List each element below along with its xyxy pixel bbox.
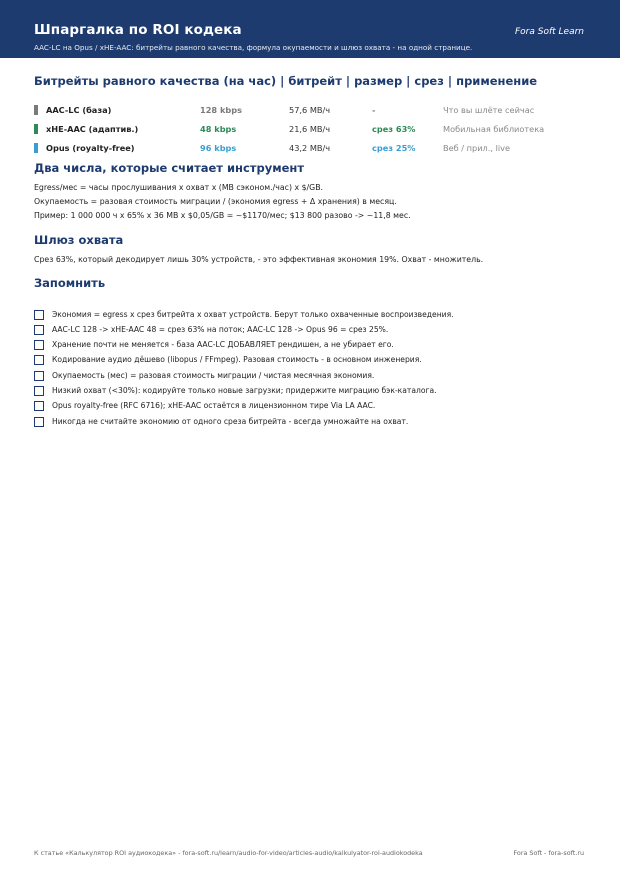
codec-usage: Мобильная библиотека [443,124,545,134]
checkbox[interactable] [34,340,44,350]
checkbox[interactable] [34,371,44,381]
gateway-text: Срез 63%, который декодирует лишь 30% устройств, - это эффективная экономия 19%. Охват - множитель. [34,255,484,264]
checklist-item[interactable] [34,355,594,367]
codec-name: AAC-LC (база) [46,105,112,115]
checklist-text: Opus royalty-free (RFC 6716); xHE-AAC остаётся в лицензионном тире Via LA AAC. [52,401,376,410]
codec-usage: Что вы шлёте сейчас [443,105,535,115]
checklist-item[interactable] [34,401,594,413]
codec-cut: - [372,105,376,115]
checklist-item[interactable] [34,340,594,352]
checklist-text: Хранение почти не меняется - база AAC-LC ДОБАВЛЯЕТ рендишен, а не убирает его. [52,340,394,349]
codec-name: xHE-AAC (адаптив.) [46,124,139,134]
codec-color-bar [34,124,38,134]
footer-brand: Fora Soft - fora-soft.ru [513,849,584,857]
checklist-item[interactable] [34,325,594,337]
checklist-text: Кодирование аудио дёшево (libopus / FFmpeg). Разовая стоимость - в основном инженерия. [52,355,422,364]
checklist-item[interactable] [34,417,594,429]
codec-color-bar [34,105,38,115]
section-heading-numbers: Два числа, которые считает инструмент [34,161,305,175]
checkbox[interactable] [34,355,44,365]
bitrate-row [34,104,594,118]
checklist-item[interactable] [34,310,594,322]
checkbox[interactable] [34,417,44,427]
section-heading-bitrates: Битрейты равного качества (на час) | битрейт | размер | срез | применение [34,74,538,88]
header-banner [0,0,620,58]
codec-color-bar [34,143,38,153]
checkbox[interactable] [34,325,44,335]
checkbox[interactable] [34,386,44,396]
checklist-text: Никогда не считайте экономию от одного среза битрейта - всегда умножайте на охват. [52,417,409,426]
codec-cut: срез 63% [372,124,416,134]
formula-line: Egress/мес = часы прослушивания x охват x (MB сэконом./час) x $/GB. [34,183,324,192]
formula-line: Окупаемость = разовая стоимость миграции / (экономия egress + Δ хранения) в месяц. [34,197,397,206]
codec-name: Opus (royalty-free) [46,143,135,153]
bitrate-row [34,142,594,156]
codec-size: 57,6 МВ/ч [289,105,331,115]
checklist-text: AAC-LC 128 -> xHE-AAC 48 = срез 63% на поток; AAC-LC 128 -> Opus 96 = срез 25%. [52,325,389,334]
section-heading-gateway: Шлюз охвата [34,233,124,247]
page-subtitle: AAC-LC на Opus / xHE-AAC: битрейты равного качества, формула окупаемости и шлюз охвата - на одной странице. [34,43,473,52]
checklist-text: Низкий охват (<30%): кодируйте только новые загрузки; придержите миграцию бэк-каталога. [52,386,437,395]
checkbox[interactable] [34,401,44,411]
codec-usage: Веб / прил., live [443,143,511,153]
checklist-text: Экономия = egress x срез битрейта x охват устройств. Берут только охваченные воспроизведения. [52,310,454,319]
codec-bitrate: 96 kbps [200,143,237,153]
checklist-item[interactable] [34,386,594,398]
codec-bitrate: 128 kbps [200,105,242,115]
bitrate-row [34,123,594,137]
formula-line: Пример: 1 000 000 ч x 65% x 36 MB x $0,05/GB = ~$1170/мес; $13 800 разово -> ~11,8 мес. [34,211,411,220]
codec-size: 21,6 МВ/ч [289,124,331,134]
codec-bitrate: 48 kbps [200,124,237,134]
checklist-item[interactable] [34,371,594,383]
codec-cut: срез 25% [372,143,416,153]
checkbox[interactable] [34,310,44,320]
codec-size: 43,2 МВ/ч [289,143,331,153]
section-heading-remember: Запомнить [34,276,106,290]
page-title: Шпаргалка по ROI кодека [34,22,242,38]
checklist-text: Окупаемость (мес) = разовая стоимость миграции / чистая месячная экономия. [52,371,375,380]
footer-source-link[interactable]: К статье «Калькулятор ROI аудиокодека» - fora-soft.ru/learn/audio-for-video/articles-audio/kalkulyator-roi-audiokodeka [34,849,423,857]
brand-label: Fora Soft Learn [514,27,584,37]
